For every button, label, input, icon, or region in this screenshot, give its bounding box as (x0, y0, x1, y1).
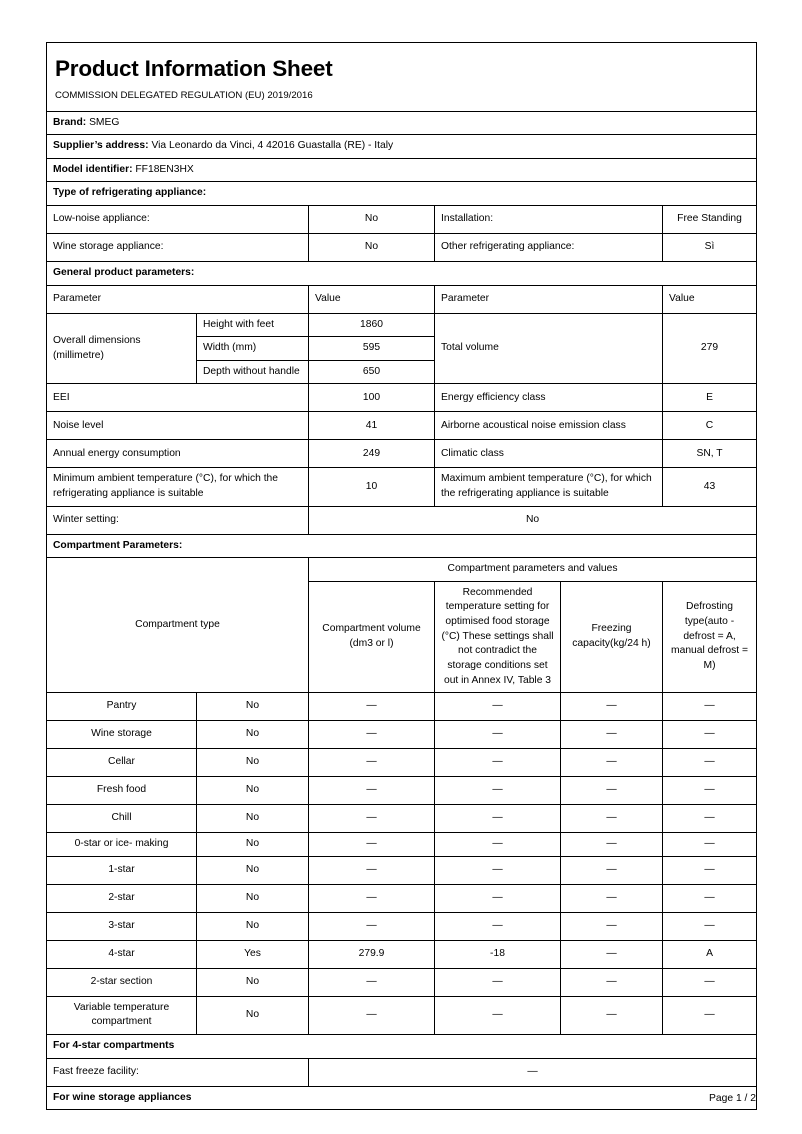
compartment-values-group-header: Compartment parameters and values (309, 558, 757, 582)
compartment-volume-cell: — (309, 968, 435, 996)
min-ambient-label: Minimum ambient temperature (°C), for which the refrigerating appliance is suitable (47, 468, 309, 506)
compartment-type-cell: Variable temperature compartment (47, 996, 197, 1034)
max-ambient-label: Maximum ambient temperature (°C), for which the refrigerating appliance is suitable (435, 468, 663, 506)
fast-freeze-row (47, 1058, 757, 1086)
header-parameter-right: Parameter (435, 285, 663, 313)
total-volume-label: Total volume (435, 313, 663, 384)
compartment-freezing-cell: — (561, 805, 663, 833)
table-row (47, 968, 757, 996)
model-value: FF18EN3HX (135, 163, 194, 175)
table-row (47, 693, 757, 721)
compartment-defrost-cell: — (663, 805, 757, 833)
annual-energy-label: Annual energy consumption (47, 440, 309, 468)
compartment-type-cell: 3-star (47, 912, 197, 940)
compartment-temp-cell: — (435, 968, 561, 996)
compartment-present-cell: No (197, 996, 309, 1034)
compartment-present-cell: No (197, 856, 309, 884)
compartment-temp-cell: — (435, 996, 561, 1034)
table-row (47, 721, 757, 749)
compartment-type-cell: 2-star section (47, 968, 197, 996)
compartment-present-cell: No (197, 912, 309, 940)
freezing-capacity-header (561, 581, 663, 692)
general-row-eei (47, 384, 757, 412)
compartment-freezing-cell: — (561, 968, 663, 996)
table-row (47, 940, 757, 968)
compartment-type-cell: Cellar (47, 749, 197, 777)
appliance-type-row-0 (47, 205, 757, 233)
compartment-parameters-section-title: Compartment Parameters: (47, 534, 757, 558)
compartment-present-cell: No (197, 968, 309, 996)
header-value-right: Value (663, 285, 757, 313)
compartment-type-cell: 4-star (47, 940, 197, 968)
compartment-freezing-cell: — (561, 996, 663, 1034)
total-volume-value: 279 (663, 313, 757, 384)
compartment-present-cell: No (197, 777, 309, 805)
compartment-temp-cell: -18 (435, 940, 561, 968)
regulation-cell (47, 87, 757, 111)
four-star-section-row (47, 1034, 757, 1058)
climatic-class-label: Climatic class (435, 440, 663, 468)
table-row (47, 833, 757, 857)
airborne-noise-class-label: Airborne acoustical noise emission class (435, 412, 663, 440)
annual-energy-value: 249 (309, 440, 435, 468)
compartment-temp-cell: — (435, 912, 561, 940)
compartment-defrost-cell: — (663, 777, 757, 805)
compartment-defrost-cell: — (663, 884, 757, 912)
subtitle-row (47, 87, 757, 111)
compartment-volume-cell: — (309, 884, 435, 912)
compartment-type-header: Compartment type (47, 558, 309, 693)
compartment-defrost-cell: — (663, 996, 757, 1034)
general-parameters-header-row (47, 285, 757, 313)
compartment-volume-cell: — (309, 777, 435, 805)
compartment-defrost-cell: — (663, 833, 757, 857)
compartment-volume-header-line1: Compartment volume (322, 623, 421, 635)
eei-value: 100 (309, 384, 435, 412)
low-noise-value: No (309, 205, 435, 233)
compartment-volume-cell: — (309, 833, 435, 857)
compartment-defrost-cell: A (663, 940, 757, 968)
title-row (47, 43, 757, 87)
energy-efficiency-class-value: E (663, 384, 757, 412)
compartment-defrost-cell: — (663, 693, 757, 721)
compartment-freezing-cell: — (561, 856, 663, 884)
compartment-present-cell: Yes (197, 940, 309, 968)
recommended-temperature-header: Recommended temperature setting for optimised food storage (°C) These settings shall not contradict the storage conditions set out in Annex IV, Table 3 (435, 581, 561, 692)
max-ambient-value: 43 (663, 468, 757, 506)
overall-dimensions-label-line2: (millimetre) (53, 349, 104, 361)
compartment-freezing-cell: — (561, 940, 663, 968)
appliance-type-section-title: Type of refrigerating appliance: (47, 182, 757, 206)
climatic-class-value: SN, T (663, 440, 757, 468)
general-parameters-section-title: General product parameters: (47, 261, 757, 285)
compartment-defrost-cell: — (663, 721, 757, 749)
model-cell (47, 158, 757, 182)
general-row-energy (47, 440, 757, 468)
appliance-type-section-row (47, 182, 757, 206)
compartment-defrost-cell: — (663, 912, 757, 940)
compartment-temp-cell: — (435, 749, 561, 777)
compartment-type-cell: 1-star (47, 856, 197, 884)
general-row-noise (47, 412, 757, 440)
wine-storage-section-title: For wine storage appliances (47, 1086, 757, 1110)
compartment-temp-cell: — (435, 833, 561, 857)
compartment-present-cell: No (197, 749, 309, 777)
compartment-type-cell: 2-star (47, 884, 197, 912)
table-row (47, 996, 757, 1034)
header-value-left: Value (309, 285, 435, 313)
compartment-type-cell: Wine storage (47, 721, 197, 749)
winter-setting-value: No (309, 506, 757, 534)
appliance-type-row-1 (47, 233, 757, 261)
table-row (47, 884, 757, 912)
compartment-defrost-cell: — (663, 968, 757, 996)
compartment-temp-cell: — (435, 721, 561, 749)
other-refrigerating-appliance-label: Other refrigerating appliance: (435, 233, 663, 261)
low-noise-label: Low-noise appliance: (47, 205, 309, 233)
dimension-value-width: 595 (309, 337, 435, 361)
wine-storage-appliance-value: No (309, 233, 435, 261)
product-information-table (46, 42, 757, 1110)
compartment-temp-cell: — (435, 884, 561, 912)
overall-dimensions-label (47, 313, 197, 384)
brand-cell (47, 111, 757, 135)
supplier-cell (47, 135, 757, 159)
compartment-volume-cell: — (309, 805, 435, 833)
defrosting-type-header: Defrosting type(auto - defrost = A, manual defrost = M) (663, 581, 757, 692)
general-row-ambient (47, 468, 757, 506)
page-footer (46, 1093, 756, 1104)
winter-setting-row (47, 506, 757, 534)
compartment-freezing-cell: — (561, 693, 663, 721)
wine-storage-appliance-label: Wine storage appliance: (47, 233, 309, 261)
installation-label: Installation: (435, 205, 663, 233)
fast-freeze-label: Fast freeze facility: (47, 1058, 309, 1086)
model-label: Model identifier: (53, 163, 133, 175)
overall-dimensions-row-height (47, 313, 757, 337)
compartment-group-header-row (47, 558, 757, 582)
compartment-freezing-cell: — (561, 912, 663, 940)
header-parameter-left: Parameter (47, 285, 309, 313)
overall-dimensions-label-line1: Overall dimensions (53, 334, 141, 346)
compartment-volume-header-line2: (dm3 or l) (349, 637, 394, 649)
supplier-value: Via Leonardo da Vinci, 4 42016 Guastalla (RE) - Italy (151, 140, 394, 152)
dimension-value-height: 1860 (309, 313, 435, 337)
compartment-present-cell: No (197, 721, 309, 749)
four-star-section-title: For 4-star compartments (47, 1034, 757, 1058)
compartment-volume-cell: — (309, 996, 435, 1034)
compartment-volume-cell: — (309, 693, 435, 721)
document-page (46, 42, 756, 1110)
compartment-volume-cell: — (309, 749, 435, 777)
dimension-value-depth: 650 (309, 360, 435, 384)
compartment-volume-cell: — (309, 856, 435, 884)
table-row (47, 912, 757, 940)
table-row (47, 777, 757, 805)
compartment-freezing-cell: — (561, 884, 663, 912)
compartment-volume-cell: 279.9 (309, 940, 435, 968)
compartment-present-cell: No (197, 833, 309, 857)
noise-level-value: 41 (309, 412, 435, 440)
compartment-freezing-cell: — (561, 749, 663, 777)
compartment-volume-header (309, 581, 435, 692)
compartment-temp-cell: — (435, 856, 561, 884)
winter-setting-label: Winter setting: (47, 506, 309, 534)
brand-value: SMEG (89, 116, 120, 128)
page-title-cell (47, 43, 757, 87)
table-row (47, 805, 757, 833)
airborne-noise-class-value: C (663, 412, 757, 440)
compartment-parameters-section-row (47, 534, 757, 558)
brand-label: Brand: (53, 116, 87, 128)
compartment-temp-cell: — (435, 777, 561, 805)
fast-freeze-value: — (309, 1058, 757, 1086)
supplier-label: Supplier’s address: (53, 140, 149, 152)
compartment-temp-cell: — (435, 693, 561, 721)
compartment-freezing-cell: — (561, 833, 663, 857)
noise-level-label: Noise level (47, 412, 309, 440)
compartment-type-cell: Chill (47, 805, 197, 833)
page-number: Page 1 / 2 (709, 1093, 756, 1104)
compartment-present-cell: No (197, 693, 309, 721)
compartment-defrost-cell: — (663, 856, 757, 884)
compartment-type-cell: Fresh food (47, 777, 197, 805)
brand-row (47, 111, 757, 135)
min-ambient-value: 10 (309, 468, 435, 506)
model-row (47, 158, 757, 182)
page-title: Product Information Sheet (55, 56, 333, 81)
compartment-type-cell: 0-star or ice- making (47, 833, 197, 857)
dimension-label-height: Height with feet (197, 313, 309, 337)
dimension-label-width: Width (mm) (197, 337, 309, 361)
installation-value: Free Standing (663, 205, 757, 233)
dimension-label-depth: Depth without handle (197, 360, 309, 384)
table-row (47, 856, 757, 884)
compartment-freezing-cell: — (561, 777, 663, 805)
general-parameters-section-row (47, 261, 757, 285)
compartment-temp-cell: — (435, 805, 561, 833)
compartment-type-cell: Pantry (47, 693, 197, 721)
freezing-capacity-header-line2: capacity(kg/24 h) (572, 637, 651, 649)
table-row (47, 749, 757, 777)
compartment-present-cell: No (197, 805, 309, 833)
other-refrigerating-appliance-value: Sì (663, 233, 757, 261)
regulation-text: COMMISSION DELEGATED REGULATION (EU) 2019/2016 (55, 89, 313, 101)
compartment-defrost-cell: — (663, 749, 757, 777)
compartment-volume-cell: — (309, 912, 435, 940)
compartment-volume-cell: — (309, 721, 435, 749)
freezing-capacity-header-line1: Freezing (591, 623, 632, 635)
eei-label: EEI (47, 384, 309, 412)
supplier-row (47, 135, 757, 159)
compartment-freezing-cell: — (561, 721, 663, 749)
energy-efficiency-class-label: Energy efficiency class (435, 384, 663, 412)
compartment-present-cell: No (197, 884, 309, 912)
